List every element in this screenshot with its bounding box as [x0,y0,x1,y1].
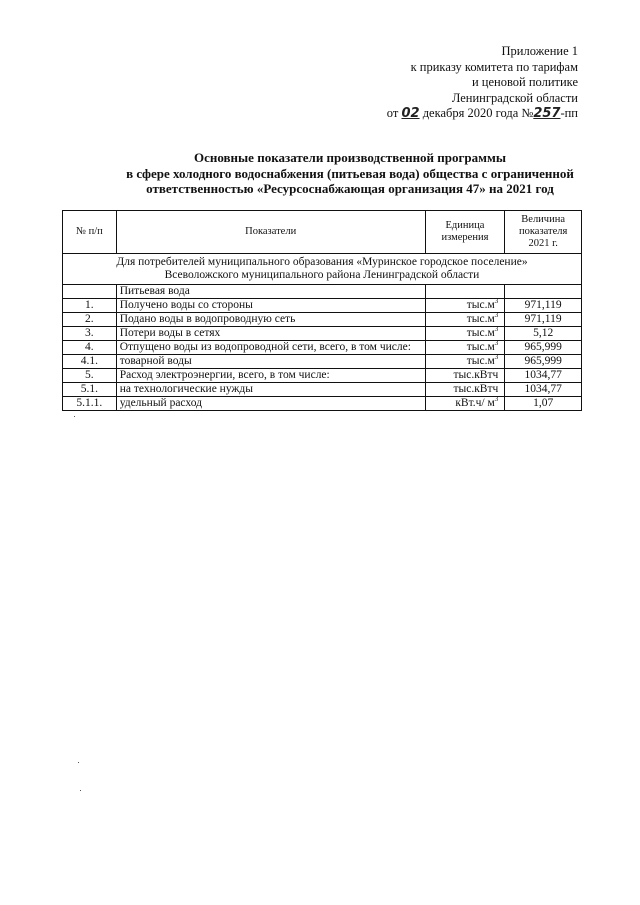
row-unit [425,369,505,383]
row-unit [425,355,505,369]
row-num: 4.1. [63,355,117,369]
row-value: 965,999 [505,341,582,355]
title-line-1: Основные показатели производственной программы [193,150,507,165]
group-line-2: Всеволожского муниципального района Ленинградской области [164,269,480,281]
row-unit [425,383,505,397]
row-unit-exponent: 3 [494,297,499,306]
header-value-line-1: Величина [521,214,565,225]
row-num: 3. [63,327,117,341]
section-row [63,285,582,299]
table-row [63,355,582,369]
table-row [63,369,582,383]
row-unit-text: кВт.ч/ м [455,397,495,409]
title-line-2: в сфере холодного водоснабжения (питьевая вода) общества с ограниченной [126,165,574,181]
row-value: 1034,77 [505,383,582,397]
header-unit-line-2: измерения [441,232,489,243]
row-unit-text: тыс.м [466,341,495,353]
row-num: 5.1. [63,383,117,397]
row-indicator: на технологические нужды [116,383,425,397]
header-value [505,211,582,254]
appendix-line-5 [328,106,578,122]
row-value: 5,12 [505,327,582,341]
row-unit-text: тыс.м [466,327,495,339]
row-unit-text: тыс.м [466,313,495,325]
row-indicator: Подано воды в водопроводную сеть [116,313,425,327]
header-unit [425,211,505,254]
table-row [63,383,582,397]
row-unit-text: тыс.м [466,355,495,367]
row-unit-exponent: 3 [494,395,499,404]
table-row [63,341,582,355]
order-date-prefix: от [386,106,399,120]
order-date-middle: декабря 2020 года № [422,106,534,120]
row-unit [425,397,505,411]
table-row [63,327,582,341]
row-indicator: Получено воды со стороны [116,299,425,313]
group-row [63,254,582,285]
appendix-header [328,44,578,122]
row-value: 1034,77 [505,369,582,383]
row-num: 5.1.1. [63,397,117,411]
title-line-3: ответственностью «Ресурсоснабжающая организация 47» на 2021 год [146,181,554,196]
row-num: 4. [63,341,117,355]
row-indicator: Расход электроэнергии, всего, в том числе: [116,369,425,383]
group-line-1: Для потребителей муниципального образования «Муринское городское поселение» [116,256,528,268]
row-indicator: товарной воды [116,355,425,369]
row-num: 5. [63,369,117,383]
section-num-cell [63,285,117,299]
row-value: 971,119 [505,313,582,327]
order-day-handwritten: 02 [401,106,420,121]
row-unit-exponent: 3 [494,311,499,320]
row-unit-exponent: 3 [494,353,499,362]
header-num: № п/п [63,211,117,254]
document-title [90,150,610,197]
row-value: 971,119 [505,299,582,313]
header-unit-line-1: Единица [445,220,485,231]
appendix-line-4: Ленинградской области [451,90,578,105]
scan-speck [80,790,81,791]
appendix-line-1: Приложение 1 [501,44,578,58]
row-indicator: Отпущено воды из водопроводной сети, всего, в том числе: [116,341,425,355]
table-header-row [63,211,582,254]
scan-speck [78,762,79,763]
row-unit-text: тыс.кВтч [453,383,499,395]
section-unit-cell [425,285,505,299]
row-unit [425,299,505,313]
section-value-cell [505,285,582,299]
table-row [63,299,582,313]
row-unit [425,327,505,341]
order-number-suffix: -пп [560,106,578,120]
row-unit-text: тыс.м [466,299,495,311]
row-unit-exponent: 3 [494,325,499,334]
row-unit-exponent: 3 [494,339,499,348]
appendix-line-3: и ценовой политике [471,75,578,89]
row-num: 2. [63,313,117,327]
indicators-table [62,210,582,411]
row-indicator: удельный расход [116,397,425,411]
row-num: 1. [63,299,117,313]
table-row [63,397,582,411]
table-row [63,313,582,327]
group-cell [63,254,582,285]
order-number-handwritten: 257 [533,106,561,121]
row-unit-text: тыс.кВтч [453,369,499,381]
section-name: Питьевая вода [116,285,425,299]
row-unit [425,341,505,355]
row-value: 1,07 [505,397,582,411]
header-value-line-3: 2021 г. [528,238,558,249]
header-name: Показатели [116,211,425,254]
scan-speck [74,416,75,417]
row-value: 965,999 [505,355,582,369]
row-indicator: Потери воды в сетях [116,327,425,341]
header-value-line-2: показателя [518,226,568,237]
row-unit [425,313,505,327]
appendix-line-2: к приказу комитета по тарифам [410,59,578,74]
